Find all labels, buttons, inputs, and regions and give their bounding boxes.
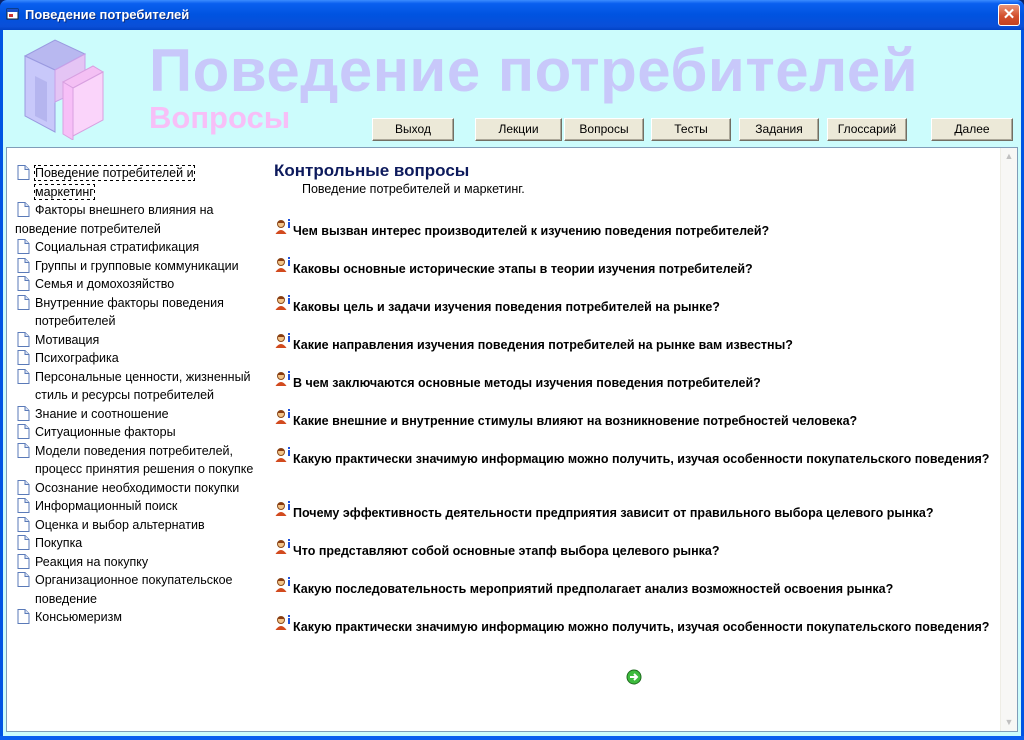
toc-item[interactable] <box>15 275 255 294</box>
question-text: Какие направления изучения поведения потребителей на рынке вам известны? <box>293 338 793 352</box>
questions-heading: Контрольные вопросы <box>274 161 470 180</box>
person-info-icon <box>274 256 291 273</box>
tests-button[interactable]: Тесты <box>651 118 731 141</box>
toc-item-label: Консьюмеризм <box>35 610 122 624</box>
person-info-icon <box>274 218 291 235</box>
person-info-icon <box>274 370 291 387</box>
lectures-button[interactable]: Лекции <box>475 118 562 141</box>
toc-item[interactable] <box>15 257 255 276</box>
table-of-contents <box>15 164 255 627</box>
toc-item[interactable] <box>15 331 255 350</box>
person-info-icon <box>274 446 291 463</box>
document-icon <box>17 517 30 532</box>
toc-item[interactable] <box>15 201 255 238</box>
question-item <box>274 261 994 277</box>
question-item <box>274 451 994 467</box>
toc-item-label: Оценка и выбор альтернатив <box>35 517 205 532</box>
question-text: Чем вызван интерес производителей к изучению поведения потребителей? <box>293 224 770 238</box>
next-button[interactable]: Далее <box>931 118 1013 141</box>
toc-item-label: Модели поведения потребителей, процесс принятия решения о покупке <box>35 443 254 476</box>
person-info-icon <box>274 538 291 555</box>
question-text: В чем заключаются основные методы изучения поведения потребителей? <box>293 376 761 390</box>
toc-item-label: Персональные ценности, жизненный стиль и ресурсы потребителей <box>35 369 251 402</box>
questions-button[interactable]: Вопросы <box>564 118 644 141</box>
question-text: Что представляют собой основные этапф выбора целевого рынка? <box>293 544 720 558</box>
green-arrow-icon[interactable] <box>626 669 642 685</box>
person-info-icon <box>274 332 291 349</box>
toc-item[interactable] <box>15 479 255 498</box>
exit-button[interactable]: Выход <box>372 118 454 141</box>
document-icon <box>17 406 30 421</box>
document-icon <box>17 572 30 587</box>
document-icon <box>17 535 30 550</box>
document-icon <box>17 424 30 439</box>
toc-item[interactable] <box>15 405 255 424</box>
person-info-icon <box>274 408 291 425</box>
page-title: Поведение потребителей <box>149 37 919 104</box>
toc-item[interactable] <box>15 553 255 572</box>
question-item <box>274 581 994 597</box>
title-bar[interactable] <box>0 0 1024 30</box>
document-icon <box>17 295 30 310</box>
document-icon <box>17 443 30 458</box>
question-item <box>274 337 994 353</box>
question-item <box>274 619 994 635</box>
question-text: Какую практически значимую информацию можно получить, изучая особенности покупательского поведения? <box>293 452 990 466</box>
document-icon <box>17 239 30 254</box>
person-info-icon <box>274 576 291 593</box>
toc-item-label: Информационный поиск <box>35 499 178 513</box>
glossary-button[interactable]: Глоссарий <box>827 118 907 141</box>
toc-item-label: Ситуационные факторы <box>35 425 176 439</box>
document-icon <box>17 609 30 624</box>
question-text: Каковы цель и задачи изучения поведения потребителей на рынке? <box>293 300 720 314</box>
question-item <box>274 223 994 239</box>
document-icon <box>17 369 30 384</box>
question-text: Почему эффективность деятельности предприятия зависит от правильного выбора целевого рынка? <box>293 506 934 520</box>
toc-item-label: Социальная стратификация <box>35 240 200 254</box>
document-icon <box>17 554 30 569</box>
cube-logo-icon <box>15 36 105 140</box>
toc-item-label: Поведение потребителей и маркетинг <box>35 166 194 199</box>
document-icon <box>17 276 30 291</box>
questions-panel <box>274 161 994 634</box>
person-info-icon <box>274 500 291 517</box>
question-item <box>274 413 994 429</box>
toc-item-label: Мотивация <box>35 332 100 347</box>
document-icon <box>17 480 30 495</box>
toc-item-label: Внутренние факторы поведения потребителей <box>35 295 224 328</box>
question-text: Какую последовательность мероприятий предполагает анализ возможностей освоения рынка? <box>293 582 894 596</box>
toc-item-label: Группы и групповые коммуникации <box>35 258 239 273</box>
question-text: Каковы основные исторические этапы в теории изучения потребителей? <box>293 262 753 276</box>
toc-item-label: Покупка <box>35 536 83 550</box>
toc-item-label: Факторы внешнего влияния на поведение потребителей <box>15 203 214 236</box>
toc-item[interactable] <box>15 238 255 257</box>
person-info-icon <box>274 614 291 631</box>
app-window-icon <box>6 7 20 21</box>
toc-item[interactable] <box>15 442 255 479</box>
toc-item[interactable] <box>15 571 255 608</box>
question-item <box>274 543 994 559</box>
questions-subheading: Поведение потребителей и маркетинг. <box>302 182 525 196</box>
page-subtitle: Вопросы <box>149 100 291 135</box>
toc-item-label: Семья и домохозяйство <box>35 277 175 291</box>
content-panel <box>6 147 1018 732</box>
document-icon <box>17 165 30 180</box>
vertical-scrollbar[interactable] <box>1000 148 1017 731</box>
scroll-up-arrow-icon[interactable]: ▲ <box>1001 148 1017 165</box>
question-text: Какую практически значимую информацию можно получить, изучая особенности покупательского поведения? <box>293 620 990 634</box>
question-text: Какие внешние и внутренние стимулы влияют на возникновение потребностей человека? <box>293 414 858 428</box>
toc-item[interactable] <box>15 516 255 535</box>
toc-item[interactable] <box>15 423 255 442</box>
toc-item-label: Реакция на покупку <box>35 554 149 569</box>
document-icon <box>17 350 30 365</box>
document-icon <box>17 498 30 513</box>
toc-item[interactable] <box>15 294 255 331</box>
scroll-down-arrow-icon[interactable]: ▼ <box>1001 714 1017 731</box>
question-item <box>274 299 994 315</box>
document-icon <box>17 258 30 273</box>
toc-item[interactable] <box>15 368 255 405</box>
toc-item[interactable] <box>15 349 255 368</box>
person-info-icon <box>274 294 291 311</box>
question-item <box>274 375 994 391</box>
toc-item-label: Организационное покупательское поведение <box>35 573 233 606</box>
tasks-button[interactable]: Задания <box>739 118 819 141</box>
window-bottom-border <box>0 736 1024 740</box>
window-title: Поведение потребителей <box>25 7 190 22</box>
close-button[interactable]: ✕ <box>998 4 1020 26</box>
document-icon <box>17 202 30 217</box>
toc-item-label: Психографика <box>35 351 119 365</box>
toc-item[interactable] <box>15 608 255 627</box>
toc-item-label: Знание и соотношение <box>35 406 169 421</box>
document-icon <box>17 332 30 347</box>
toc-item[interactable] <box>15 164 255 201</box>
client-area <box>3 30 1021 736</box>
question-item <box>274 505 994 521</box>
toc-item-label: Осознание необходимости покупки <box>35 480 240 495</box>
toc-item[interactable] <box>15 534 255 553</box>
toc-item[interactable] <box>15 497 255 516</box>
